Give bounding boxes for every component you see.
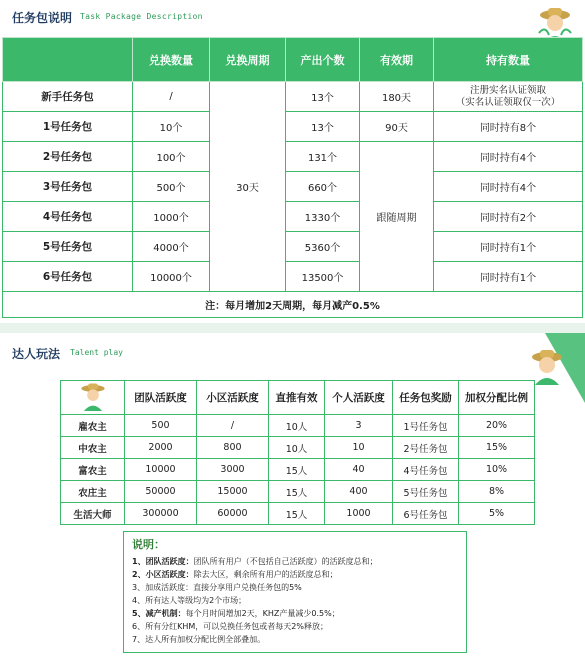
- table-note: 注：每月增加2天周期，每月减产0.5%: [3, 292, 583, 318]
- level-name: 生活大师: [61, 503, 125, 525]
- weight-ratio: 8%: [459, 481, 535, 503]
- talent-play-panel: [0, 333, 585, 662]
- table-row: [61, 503, 535, 525]
- hold-qty: 同时持有1个: [434, 232, 583, 262]
- exchange-qty: /: [133, 82, 210, 112]
- direct-valid: 15人: [269, 503, 325, 525]
- hold-qty: 同时持有2个: [434, 202, 583, 232]
- package-name: 5号任务包: [3, 232, 133, 262]
- header-logo-cell: [61, 381, 125, 415]
- description-line-label: 5、减产机制：: [132, 609, 186, 618]
- description-line: [132, 633, 458, 646]
- talent-table-body: [61, 415, 535, 525]
- header-package-reward: 任务包奖励: [393, 381, 459, 415]
- team-activity: 50000: [125, 481, 197, 503]
- description-line-text: 团队所有用户（不包括自己活跃度）的活跃度总和；: [193, 557, 378, 566]
- header-validity: 有效期: [360, 38, 434, 82]
- hold-qty: 同时持有1个: [434, 262, 583, 292]
- zone-activity: /: [197, 415, 269, 437]
- output-count: 13500个: [286, 262, 360, 292]
- personal-activity: 10: [325, 437, 393, 459]
- table-row: [3, 262, 583, 292]
- table-row: [3, 142, 583, 172]
- level-name: 雇农主: [61, 415, 125, 437]
- description-line-text: 6、所有分红KHM，可以兑换任务包或者每天2%释放；: [132, 622, 328, 631]
- weight-ratio: 20%: [459, 415, 535, 437]
- package-name: 2号任务包: [3, 142, 133, 172]
- description-line: [132, 607, 458, 620]
- description-box: [123, 531, 467, 653]
- hold-qty: [434, 82, 583, 112]
- farmer-logo-icon: [76, 381, 110, 411]
- output-count: 131个: [286, 142, 360, 172]
- direct-valid: 10人: [269, 415, 325, 437]
- package-reward: 6号任务包: [393, 503, 459, 525]
- description-line: [132, 581, 458, 594]
- output-count: 13个: [286, 112, 360, 142]
- level-name: 农庄主: [61, 481, 125, 503]
- level-name: 中农主: [61, 437, 125, 459]
- description-line-text: 每个月时间增加2天，KHZ产量减少0.5%；: [185, 609, 340, 618]
- table-row: [3, 232, 583, 262]
- header-exchange-cycle: 兑换周期: [210, 38, 286, 82]
- description-line-text: 3、加成活跃度：直接分享用户兑换任务包的5%: [132, 583, 302, 592]
- header-weight-ratio: 加权分配比例: [459, 381, 535, 415]
- package-reward: 1号任务包: [393, 415, 459, 437]
- cycle-cell: 30天: [210, 82, 286, 292]
- team-activity: 500: [125, 415, 197, 437]
- talent-level-table: [60, 380, 535, 525]
- table-row: [3, 112, 583, 142]
- panel-subtitle: Task Package Description: [80, 12, 203, 21]
- zone-activity: 15000: [197, 481, 269, 503]
- description-line: [132, 594, 458, 607]
- description-line-label: 1、团队活跃度：: [132, 557, 194, 566]
- description-line: [132, 568, 458, 581]
- direct-valid: 10人: [269, 437, 325, 459]
- personal-activity: 40: [325, 459, 393, 481]
- panel-header: [0, 0, 585, 38]
- exchange-qty: 10个: [133, 112, 210, 142]
- description-line-text: 7、达人所有加权分配比例全部叠加。: [132, 635, 266, 644]
- header-direct-valid: 直推有效: [269, 381, 325, 415]
- personal-activity: 3: [325, 415, 393, 437]
- exchange-qty: 1000个: [133, 202, 210, 232]
- header-exchange-qty: 兑换数量: [133, 38, 210, 82]
- direct-valid: 15人: [269, 481, 325, 503]
- level-name: 富农主: [61, 459, 125, 481]
- table-header-row: [3, 38, 583, 82]
- table-row: [61, 481, 535, 503]
- personal-activity: 1000: [325, 503, 393, 525]
- description-line-label: 2、小区活跃度：: [132, 570, 194, 579]
- header-blank: [3, 38, 133, 82]
- validity: 90天: [360, 112, 434, 142]
- table-row: [3, 82, 583, 112]
- description-lines: [132, 555, 458, 646]
- exchange-qty: 10000个: [133, 262, 210, 292]
- weight-ratio: 15%: [459, 437, 535, 459]
- validity-merged: 跟随周期: [360, 142, 434, 292]
- description-line: [132, 620, 458, 633]
- header-hold-qty: 持有数量: [434, 38, 583, 82]
- note-row: [3, 292, 583, 318]
- package-name: 3号任务包: [3, 172, 133, 202]
- weight-ratio: 10%: [459, 459, 535, 481]
- exchange-qty: 100个: [133, 142, 210, 172]
- team-activity: 2000: [125, 437, 197, 459]
- task-package-panel: [0, 0, 585, 323]
- header-personal-activity: 个人活跃度: [325, 381, 393, 415]
- description-line: [132, 555, 458, 568]
- panel-subtitle: Talent play: [70, 348, 123, 357]
- output-count: 5360个: [286, 232, 360, 262]
- output-count: 1330个: [286, 202, 360, 232]
- hold-qty: 同时持有8个: [434, 112, 583, 142]
- zone-activity: 60000: [197, 503, 269, 525]
- hold-qty: 同时持有4个: [434, 172, 583, 202]
- header-output-count: 产出个数: [286, 38, 360, 82]
- farmer-logo-icon: [527, 345, 567, 385]
- table-row: [61, 415, 535, 437]
- description-title: 说明：: [132, 538, 165, 551]
- hold-qty: 同时持有4个: [434, 142, 583, 172]
- panel-title: 任务包说明: [12, 11, 73, 25]
- table-row: [3, 172, 583, 202]
- header-team-activity: 团队活跃度: [125, 381, 197, 415]
- package-name: 4号任务包: [3, 202, 133, 232]
- weight-ratio: 5%: [459, 503, 535, 525]
- header-zone-activity: 小区活跃度: [197, 381, 269, 415]
- output-count: 660个: [286, 172, 360, 202]
- table-row: [3, 202, 583, 232]
- exchange-qty: 4000个: [133, 232, 210, 262]
- validity: 180天: [360, 82, 434, 112]
- task-package-table: [2, 37, 583, 318]
- table-header-row: [61, 381, 535, 415]
- description-line-text: 除去大区，剩余所有用户的活跃度总和；: [193, 570, 338, 579]
- package-reward: 4号任务包: [393, 459, 459, 481]
- team-activity: 10000: [125, 459, 197, 481]
- personal-activity: 400: [325, 481, 393, 503]
- package-reward: 5号任务包: [393, 481, 459, 503]
- description-line-text: 4、所有达人等级均为2个市场；: [132, 596, 247, 605]
- package-name: 新手任务包: [3, 82, 133, 112]
- direct-valid: 15人: [269, 459, 325, 481]
- table-row: [61, 459, 535, 481]
- output-count: 13个: [286, 82, 360, 112]
- package-reward: 2号任务包: [393, 437, 459, 459]
- exchange-qty: 500个: [133, 172, 210, 202]
- package-name: 6号任务包: [3, 262, 133, 292]
- team-activity: 300000: [125, 503, 197, 525]
- zone-activity: 3000: [197, 459, 269, 481]
- zone-activity: 800: [197, 437, 269, 459]
- hold-qty-text: 注册实名认证领取 （实名认证领取仅一次）: [455, 84, 561, 108]
- package-name: 1号任务包: [3, 112, 133, 142]
- table-row: [61, 437, 535, 459]
- panel-title: 达人玩法: [12, 347, 61, 361]
